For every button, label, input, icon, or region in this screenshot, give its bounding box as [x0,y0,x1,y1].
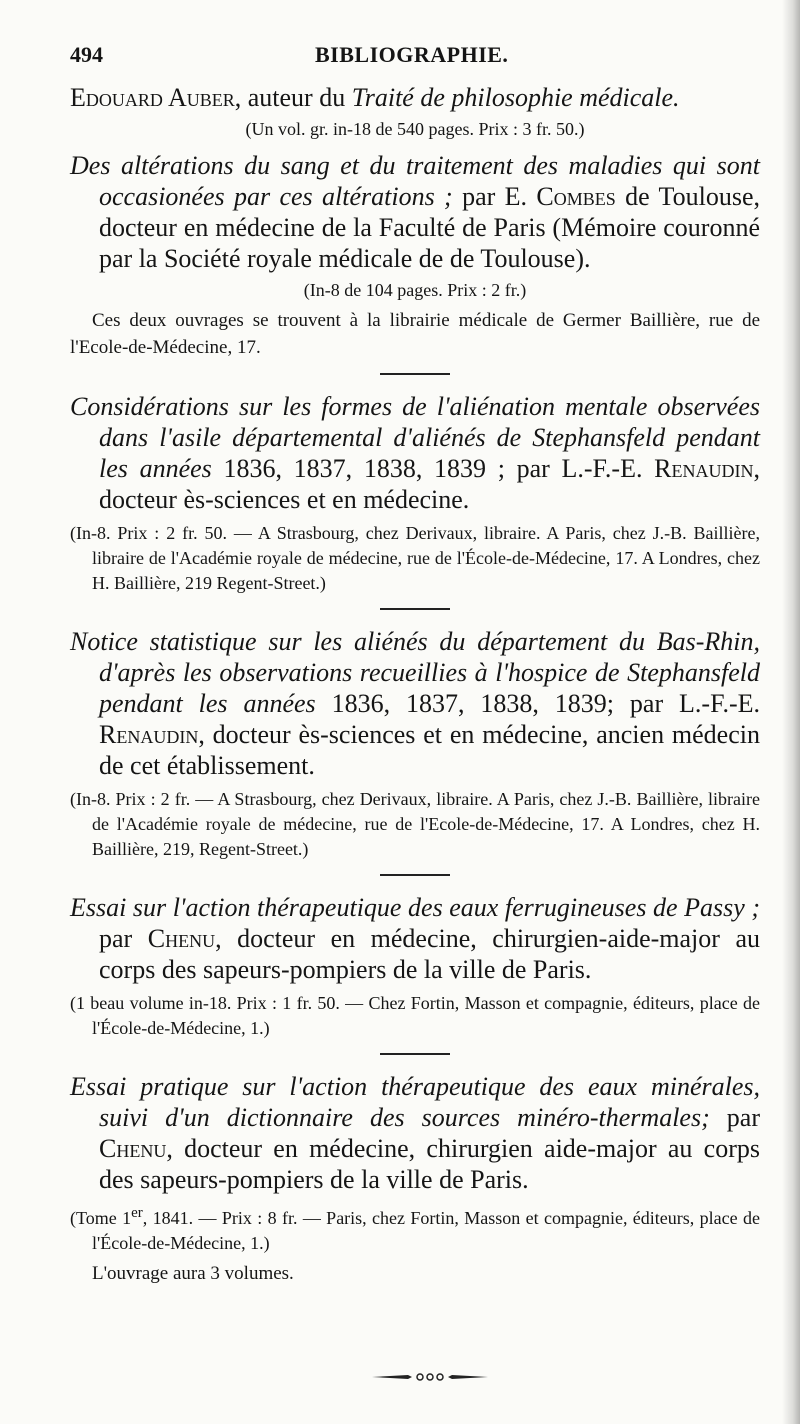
entry-title-italic: Essai sur l'action thérapeutique des eaux ferrugineuses de Passy ; [70,893,760,922]
entry-title [70,1071,760,1195]
bibliography-paragraph [70,307,760,361]
entry-paragraph: Ces deux ouvrages se trouvent à la librairie médicale de Germer Baillière, rue de l'Ecole-de-Médecine, 17. [70,310,760,358]
entry-title [70,82,760,113]
section-rule [380,1053,450,1055]
entry-years: 1836, 1837, 1838, 1839 ; par L.-F.-E. [211,454,655,483]
running-head: BIBLIOGRAPHIE. [315,42,509,67]
entry-title-italic: Notice statistique sur les aliénés du département du Bas-Rhin, d'après les observations recueillies à l'hospice de Stephansfeld pendant les années [70,627,760,718]
entry-title-italic: Considérations sur les formes de l'aliénation mentale observées dans l'asile départemental d'aliénés de Stephansfeld pendant les années [70,392,760,483]
entry-rest: , docteur en médecine, chirurgien-aide-major au corps des sapeurs-pompiers de la ville de Paris. [99,924,760,984]
end-ornament [370,1370,490,1384]
entry-title [70,391,760,515]
entry-title [70,892,760,985]
entry-note: (1 beau volume in-18. Prix : 1 fr. 50. — Chez Fortin, Masson et compagnie, éditeurs, place de l'École-de-Médecine, 1.) [70,993,760,1038]
entry-title-italic: Traité de philosophie médicale. [351,83,680,112]
entry-note: (Un vol. gr. in-18 de 540 pages. Prix : 3 fr. 50.) [245,119,585,139]
page-header [70,42,760,72]
bibliography-entry [70,1071,760,1256]
entry-rest: , docteur ès-sciences et en médecine, ancien médecin de cet établissement. [99,720,760,780]
entry-author: Renaudin [654,454,754,483]
entry-rest: , docteur ès-sciences et en médecine. [99,454,760,514]
entry-by: par E. [452,182,537,211]
page-edge-shadow [782,0,800,1424]
entry-note: (In-8. Prix : 2 fr. — A Strasbourg, chez Derivaux, libraire. A Paris, chez J.-B. Baillière, libraire de l'Académie royale de médecine, rue de l'Ecole-de-Médecine, 17. A Londres, chez H. Baillière, 219, Regent-Street.) [70,789,760,859]
entry-by: par [99,924,148,953]
entry-title [70,150,760,274]
entry-years: 1836, 1837, 1838, 1839; par L.-F.-E. [315,689,761,718]
entry-author: Edouard Auber [70,83,235,112]
entry-note [70,1201,760,1256]
bibliography-entry [70,892,760,1041]
entry-title-italic: Essai pratique sur l'action thérapeutique des eaux minérales, suivi d'un dictionnaire des sources minéro-thermales; [70,1072,760,1132]
entry-title [70,626,760,781]
entry-rest: , docteur en médecine, chirurgien aide-major au corps des sapeurs-pompiers de la ville de Paris. [99,1134,760,1194]
bibliography-entry [70,82,760,142]
entry-by: par [709,1103,760,1132]
entry-rest: de Toulouse, docteur en médecine de la Faculté de Paris (Mémoire couronné par la Société royale médicale de de Toulouse). [99,182,760,273]
entry-author: Chenu [147,924,216,953]
bibliography-paragraph [70,1260,760,1287]
section-rule [380,874,450,876]
bibliography-entry [70,391,760,596]
bibliography-entry [70,626,760,862]
entry-note-part: , 1841. — Prix : 8 fr. — Paris, chez Fortin, Masson et compagnie, éditeurs, place de l'École-de-Médecine, 1.) [92,1208,760,1253]
page-number: 494 [70,42,103,67]
entry-note: (In-8 de 104 pages. Prix : 2 fr.) [303,280,527,300]
entry-note: (In-8. Prix : 2 fr. 50. — A Strasbourg, chez Derivaux, libraire. A Paris, chez J.-B. Baillière, libraire de l'Académie royale de médecine, rue de l'École-de-Médecine, 17. A Londres, chez H. Baillière, 219 Regent-Street.) [70,523,760,593]
bibliography-content [70,82,760,1287]
entry-paragraph: L'ouvrage aura 3 volumes. [92,1263,294,1284]
entry-title-italic: Des altérations du sang et du traitement des maladies qui sont occasionées par ces altérations ; [70,151,760,211]
entry-author: Chenu [99,1134,167,1163]
bibliography-entry [70,150,760,303]
entry-author: Renaudin [99,720,199,749]
entry-note-superscript: er [131,1205,143,1221]
section-rule [380,373,450,375]
section-rule [380,608,450,610]
entry-note-part: (Tome 1 [70,1208,132,1228]
entry-author: Combes [536,182,616,211]
entry-title-prefix: , auteur du [234,83,352,112]
